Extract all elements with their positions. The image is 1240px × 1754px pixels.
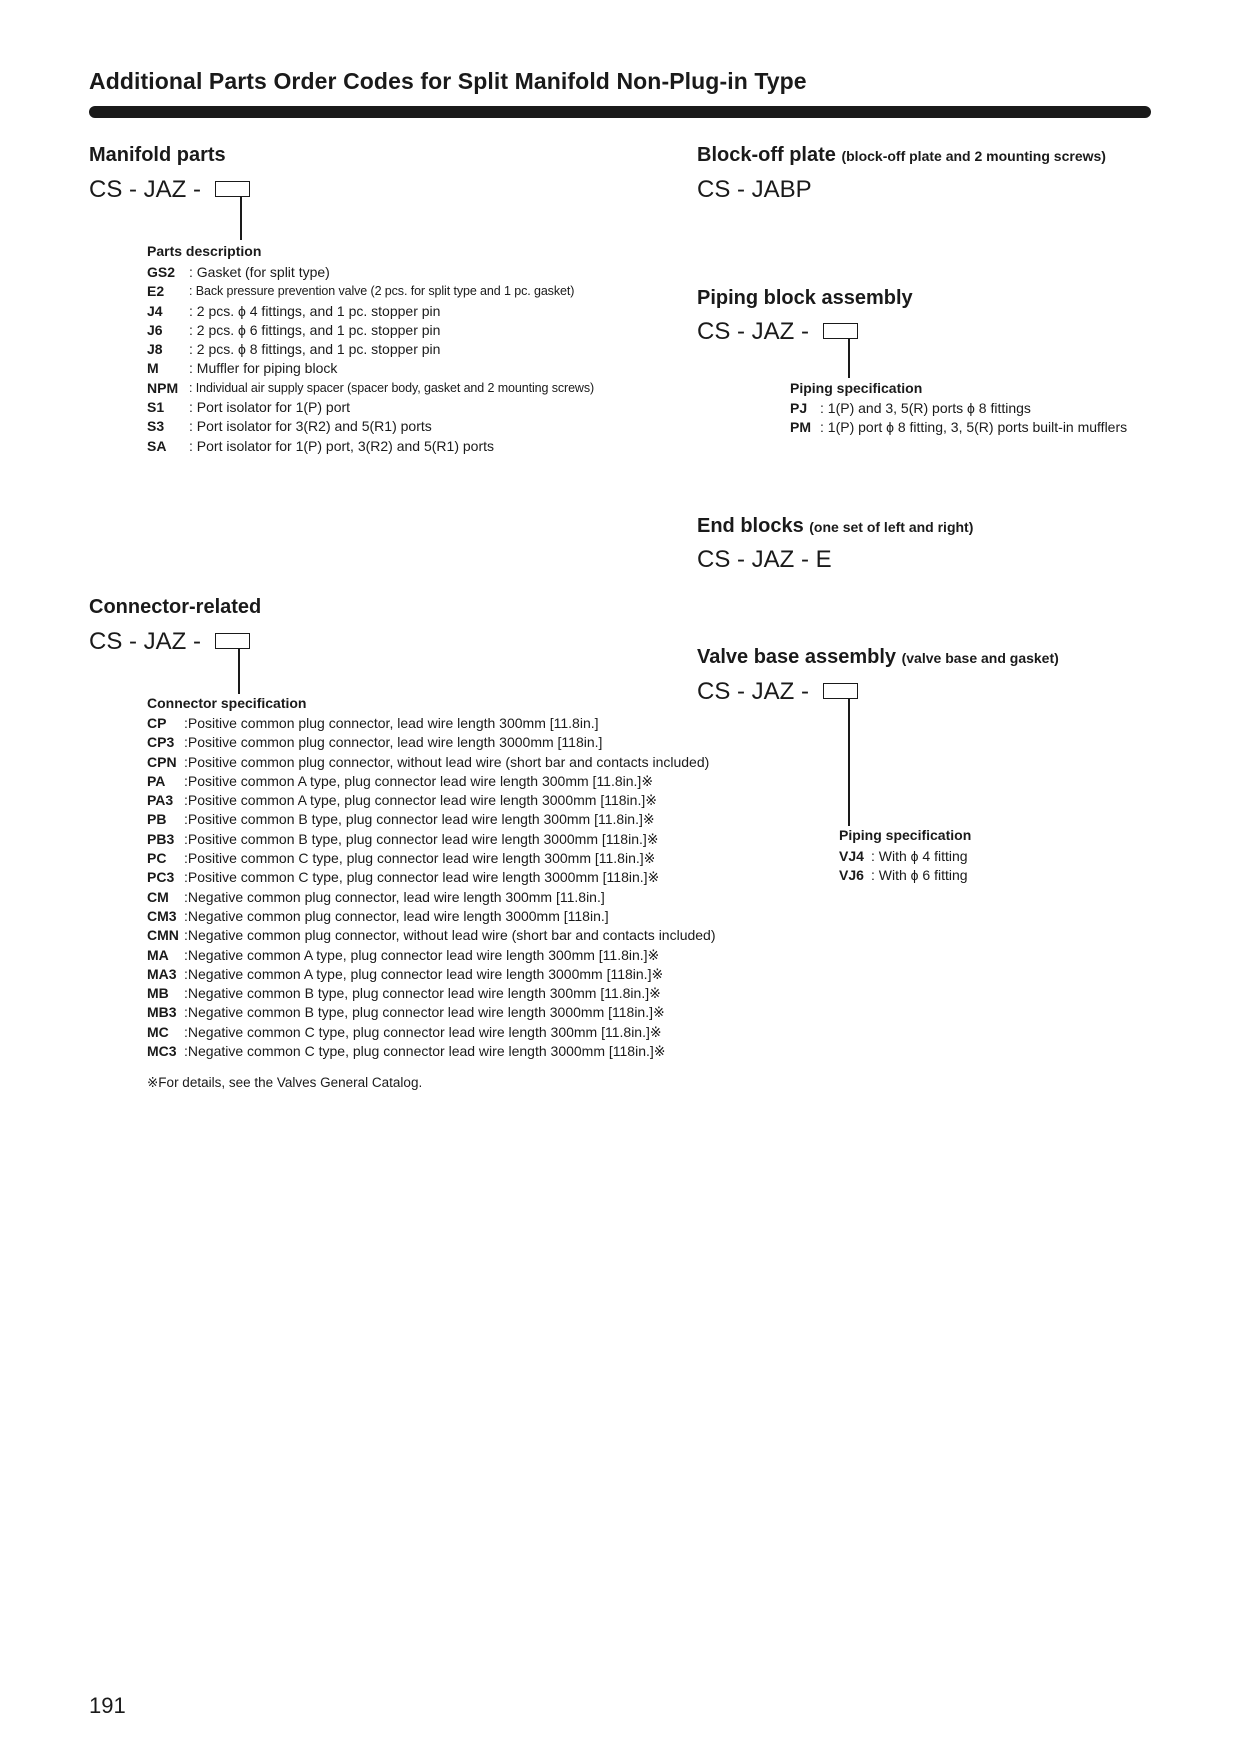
connector-specification-title: Connector specification (147, 695, 307, 711)
item-desc: : Individual air supply spacer (spacer body, gasket and 2 mounting screws) (189, 380, 595, 395)
item-desc: :Positive common plug connector, without lead wire (short bar and contacts included) (184, 753, 710, 770)
list-item (147, 263, 594, 282)
item-desc: : With ϕ 6 fitting (871, 867, 968, 884)
item-code: SA (147, 437, 167, 454)
item-desc: :Positive common plug connector, lead wire length 3000mm [118in.] (184, 734, 603, 751)
item-code: MB (147, 985, 169, 1002)
page-title: Additional Parts Order Codes for Split Manifold Non-Plug-in Type (89, 68, 807, 94)
item-desc: :Positive common B type, plug connector lead wire length 300mm [11.8in.]※ (184, 811, 655, 828)
item-code: MC3 (147, 1043, 177, 1060)
valve-base-assembly-code-text: CS - JAZ - (697, 678, 809, 705)
code-placeholder-box (215, 633, 250, 649)
end-blocks-code: CS - JAZ - E (697, 546, 832, 573)
list-item (147, 965, 716, 984)
item-desc: :Positive common B type, plug connector lead wire length 3000mm [118in.]※ (184, 830, 659, 847)
item-desc: : Port isolator for 3(R2) and 5(R1) ports (189, 418, 432, 435)
list-item (790, 418, 1127, 437)
item-code: E2 (147, 283, 165, 300)
item-code: VJ6 (839, 867, 864, 884)
block-off-plate-title: Block-off plate (697, 144, 836, 166)
connector-specification-list (147, 714, 716, 1061)
item-code: PJ (790, 400, 808, 416)
end-blocks-title: End blocks (697, 515, 804, 537)
list-item (147, 907, 716, 926)
list-item (839, 866, 968, 885)
item-code: CPN (147, 753, 177, 770)
item-desc: : Gasket (for split type) (189, 264, 330, 280)
piping-block-assembly-heading: Piping block assembly (697, 287, 913, 309)
valve-base-assembly-code (697, 678, 858, 706)
code-placeholder-box (823, 683, 858, 699)
item-desc: :Negative common C type, plug connector lead wire length 3000mm [118in.]※ (184, 1043, 666, 1060)
list-item (147, 1023, 716, 1042)
piping-block-assembly-code-text: CS - JAZ - (697, 318, 809, 345)
list-item (147, 340, 594, 359)
item-desc: : Port isolator for 1(P) port, 3(R2) and 5(R1) ports (189, 437, 494, 454)
item-code: MC (147, 1023, 169, 1040)
item-code: MA (147, 946, 169, 963)
valve-base-assembly-heading (697, 646, 1059, 669)
connector-related-code (89, 628, 250, 656)
item-code: CM (147, 888, 169, 905)
item-desc: : Port isolator for 1(P) port (189, 399, 351, 416)
code-placeholder-box (215, 181, 250, 197)
item-code: PA (147, 772, 166, 789)
valve-base-assembly-title: Valve base assembly (697, 646, 897, 668)
item-desc: :Negative common plug connector, without lead wire (short bar and contacts included) (184, 927, 716, 944)
valve-piping-specification-title: Piping specification (839, 827, 972, 843)
item-code: J4 (147, 302, 163, 319)
list-item (147, 1042, 716, 1061)
list-item (147, 733, 716, 752)
list-item (147, 849, 716, 868)
list-item (147, 379, 594, 398)
title-rule (89, 106, 1151, 118)
piping-block-assembly-code (697, 318, 858, 346)
item-desc: :Positive common C type, plug connector lead wire length 300mm [11.8in.]※ (184, 850, 656, 867)
item-code: CP3 (147, 734, 175, 751)
list-item (147, 753, 716, 772)
item-code: NPM (147, 379, 179, 396)
item-code: PM (790, 419, 811, 436)
item-desc: :Negative common plug connector, lead wire length 3000mm [118in.] (184, 907, 609, 924)
item-code: PC (147, 850, 167, 867)
list-item (147, 926, 716, 945)
item-desc: :Positive common A type, plug connector lead wire length 3000mm [118in.]※ (184, 792, 657, 809)
list-item (147, 714, 716, 733)
item-code: PB3 (147, 830, 175, 847)
item-code: VJ4 (839, 848, 864, 864)
item-code: CM3 (147, 907, 177, 924)
piping-specification-list (790, 399, 1127, 438)
item-desc: :Negative common B type, plug connector lead wire length 300mm [11.8in.]※ (184, 985, 661, 1002)
valve-base-assembly-note: (valve base and gasket) (901, 650, 1059, 666)
list-item (147, 417, 594, 436)
list-item (147, 888, 716, 907)
list-item (147, 302, 594, 321)
footnote: ※For details, see the Valves General Catalog. (147, 1075, 423, 1090)
end-blocks-note: (one set of left and right) (809, 519, 974, 535)
item-code: CP (147, 715, 167, 731)
item-code: PB (147, 811, 167, 828)
list-item (147, 946, 716, 965)
item-desc: :Negative common plug connector, lead wire length 300mm [11.8in.] (184, 888, 605, 905)
item-code: MB3 (147, 1004, 177, 1021)
block-off-plate-heading (697, 144, 1106, 167)
list-item (839, 847, 968, 866)
list-item (147, 984, 716, 1003)
item-code: MA3 (147, 965, 177, 982)
item-desc: :Negative common B type, plug connector lead wire length 3000mm [118in.]※ (184, 1004, 665, 1021)
item-desc: : 1(P) port ϕ 8 fitting, 3, 5(R) ports built-in mufflers (820, 419, 1128, 436)
leader-line (848, 698, 850, 826)
list-item (147, 868, 716, 887)
piping-specification-title: Piping specification (790, 380, 923, 396)
leader-line (238, 648, 240, 694)
item-desc: :Positive common plug connector, lead wire length 300mm [11.8in.] (184, 715, 599, 731)
item-code: GS2 (147, 264, 176, 280)
item-desc: : 2 pcs. ϕ 8 fittings, and 1 pc. stopper pin (189, 341, 441, 358)
connector-related-code-text: CS - JAZ - (89, 628, 201, 655)
manifold-parts-code (89, 176, 250, 204)
list-item (147, 791, 716, 810)
code-placeholder-box (823, 323, 858, 339)
block-off-plate-code: CS - JABP (697, 176, 812, 203)
leader-line (240, 196, 242, 240)
item-desc: : 1(P) and 3, 5(R) ports ϕ 8 fittings (820, 400, 1031, 416)
item-desc: :Negative common C type, plug connector lead wire length 300mm [11.8in.]※ (184, 1023, 662, 1040)
item-desc: :Negative common A type, plug connector lead wire length 3000mm [118in.]※ (184, 965, 664, 982)
list-item (147, 437, 594, 456)
leader-line (848, 338, 850, 378)
item-code: S1 (147, 399, 165, 416)
item-desc: :Negative common A type, plug connector lead wire length 300mm [11.8in.]※ (184, 946, 660, 963)
manifold-parts-code-text: CS - JAZ - (89, 176, 201, 203)
item-code: PC3 (147, 869, 175, 886)
list-item (147, 359, 594, 378)
block-off-plate-note: (block-off plate and 2 mounting screws) (841, 148, 1106, 164)
parts-description-list (147, 263, 594, 456)
item-desc: :Positive common A type, plug connector lead wire length 300mm [11.8in.]※ (184, 772, 654, 789)
list-item (790, 399, 1127, 418)
list-item (147, 282, 594, 301)
item-code: CMN (147, 927, 179, 944)
valve-piping-specification-list (839, 847, 968, 886)
end-blocks-heading (697, 515, 973, 538)
item-desc: : 2 pcs. ϕ 4 fittings, and 1 pc. stopper pin (189, 302, 441, 319)
list-item (147, 1003, 716, 1022)
manifold-parts-heading: Manifold parts (89, 144, 226, 166)
item-desc: :Positive common C type, plug connector lead wire length 3000mm [118in.]※ (184, 869, 660, 886)
list-item (147, 772, 716, 791)
list-item (147, 810, 716, 829)
list-item (147, 398, 594, 417)
item-code: M (147, 360, 159, 377)
item-desc: : 2 pcs. ϕ 6 fittings, and 1 pc. stopper pin (189, 321, 441, 338)
item-code: S3 (147, 418, 165, 435)
parts-description-title: Parts description (147, 243, 262, 259)
connector-related-heading: Connector-related (89, 596, 262, 618)
list-item (147, 830, 716, 849)
item-code: J8 (147, 341, 163, 358)
item-code: J6 (147, 321, 163, 338)
item-desc: : With ϕ 4 fitting (871, 848, 968, 864)
item-code: PA3 (147, 792, 174, 809)
list-item (147, 321, 594, 340)
item-desc: : Back pressure prevention valve (2 pcs. for split type and 1 pc. gasket) (189, 284, 575, 299)
page-number: 191 (89, 1693, 126, 1718)
item-desc: : Muffler for piping block (189, 360, 338, 377)
